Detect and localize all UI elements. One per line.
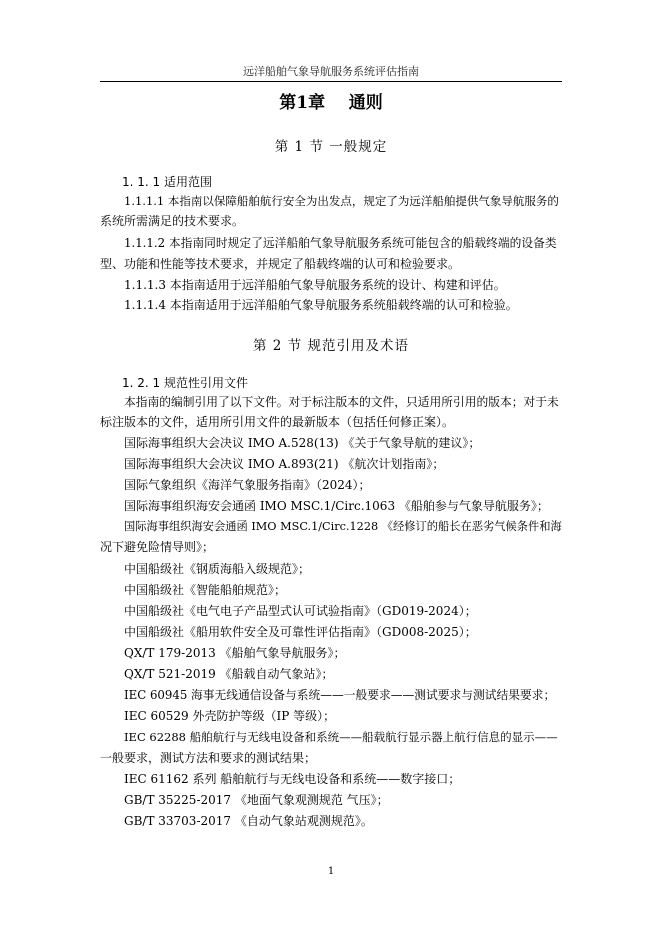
reference-item: 中国船级社《船用软件安全及可靠性评估指南》（GD008-2025）；	[124, 625, 477, 639]
header-divider	[100, 81, 562, 82]
reference-item: 中国船级社《智能船舶规范》；	[124, 583, 287, 597]
section-2-subheading: 1. 2. 1 规范性引用文件	[122, 376, 248, 390]
reference-item: 中国船级社《钢质海船入级规范》；	[124, 562, 311, 576]
paragraph-line: 1.1.1.3 本指南适用于远洋船舶气象导航服务系统的设计、构建和评估。	[124, 278, 506, 292]
reference-item: 国际海事组织大会决议 IMO A.893(21) 《航次计划指南》；	[124, 457, 445, 471]
reference-item: QX/T 521-2019 《船载自动气象站》；	[124, 667, 334, 681]
reference-item: 国际海事组织大会决议 IMO A.528(13) 《关于气象导航的建议》；	[124, 436, 481, 450]
reference-item: IEC 61162 系列 船舶航行与无线电设备和系统——数字接口；	[124, 772, 461, 786]
chapter-title: 第1章 通则	[279, 93, 383, 113]
section-1-title: 第 1 节 一般规定	[274, 139, 388, 155]
section-2-title: 第 2 节 规范引用及术语	[253, 338, 409, 354]
paragraph-line: 型、功能和性能等技术要求，并规定了船载终端的认可和检验要求。	[100, 257, 461, 271]
reference-item: 一般要求，测试方法和要求的测试结果；	[100, 751, 317, 765]
reference-item: GB/T 35225-2017 《地面气象观测规范 气压》；	[124, 793, 389, 807]
paragraph-line: 标注版本的文件，适用所引用文件的最新版本（包括任何修正案）。	[100, 415, 455, 429]
page-number: 1	[327, 866, 335, 877]
reference-item: IEC 62288 船舶航行与无线电设备和系统——船载航行显示器上航行信息的显示——	[124, 730, 558, 744]
reference-item: 国际海事组织海安会通函 IMO MSC.1/Circ.1228 《经修订的船长在恶劣气候条件和海	[124, 520, 562, 533]
paragraph-line: 1.1.1.2 本指南同时规定了远洋船舶气象导航服务系统可能包含的船载终端的设备类	[124, 236, 557, 250]
reference-item: GB/T 33703-2017 《自动气象站观测规范》。	[124, 814, 373, 828]
reference-item: 国际气象组织《海洋气象服务指南》（2024）；	[124, 478, 371, 492]
reference-item: QX/T 179-2013 《船舶气象导航服务》；	[124, 646, 346, 660]
paragraph-line: 本指南的编制引用了以下文件。对于标注版本的文件，只适用所引用的版本；对于未	[124, 395, 559, 409]
reference-item: 况下避免险情导则》；	[100, 540, 215, 554]
reference-item: IEC 60529 外壳防护等级（IP 等级）；	[124, 709, 336, 723]
paragraph-line: 系统所需满足的技术要求。	[100, 214, 245, 228]
running-header: 远洋船舶气象导航服务系统评估指南	[243, 65, 419, 78]
paragraph-line: 1.1.1.1 本指南以保障船舶航行安全为出发点，规定了为远洋船舶提供气象导航服务的	[124, 194, 559, 208]
reference-item: 国际海事组织海安会通函 IMO MSC.1/Circ.1063 《船舶参与气象导航服务》；	[124, 499, 549, 513]
reference-item: 中国船级社《电气电子产品型式认可试验指南》（GD019-2024）；	[124, 604, 477, 618]
paragraph-line: 1.1.1.4 本指南适用于远洋船舶气象导航服务系统船载终端的认可和检验。	[124, 298, 518, 312]
section-1-subheading: 1. 1. 1 适用范围	[122, 175, 212, 189]
reference-item: IEC 60945 海事无线通信设备与系统——一般要求——测试要求与测试结果要求；	[124, 688, 556, 702]
